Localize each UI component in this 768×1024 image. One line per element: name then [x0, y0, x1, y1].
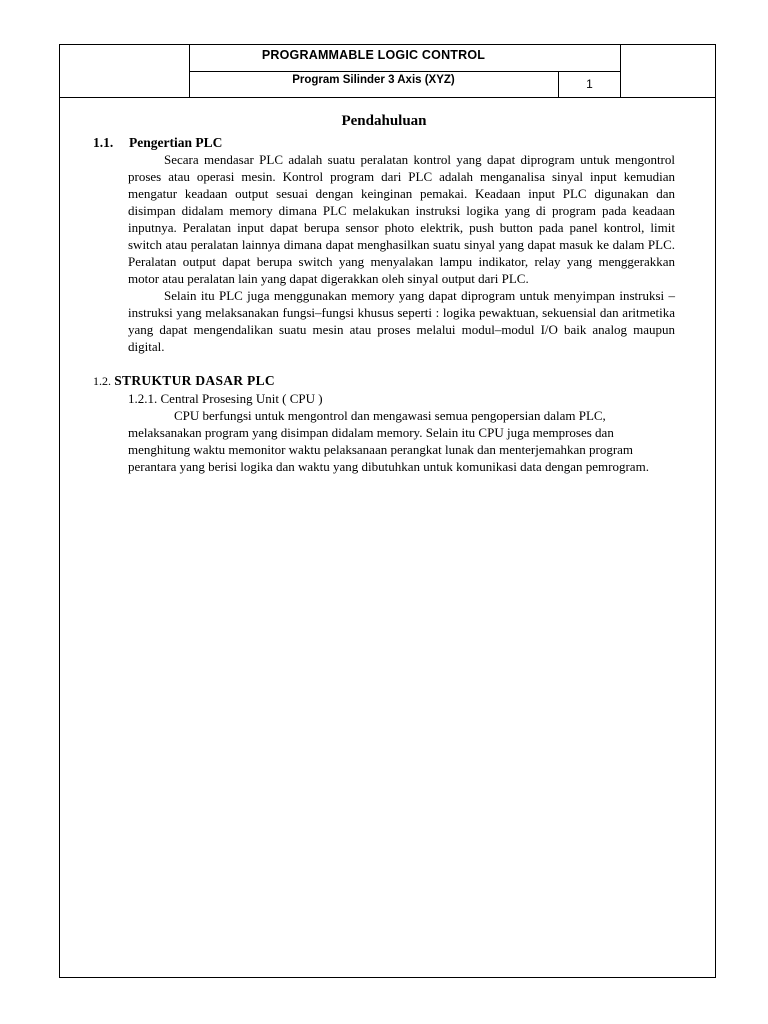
paragraph-text: CPU berfungsi untuk mengontrol dan mengawasi semua pengopersian dalam PLC, melaksanakan program yang disimpan didalam memory. Selain itu CPU juga memproses dan menghitung waktu memonitor waktu pelaksanaan perangkat lunak dan menterjemahkan program perantara yang berisi logika dan waktu yang dibutuhkan untuk komunikasi data dengan pemrogram.	[128, 408, 649, 474]
document-body	[93, 112, 675, 475]
section-title: STRUKTUR DASAR PLC	[114, 373, 275, 388]
section-title: Pengertian PLC	[129, 135, 223, 150]
paragraph	[128, 151, 675, 287]
paragraph-text: Selain itu PLC juga menggunakan memory yang dapat diprogram untuk menyimpan instruksi – instruksi yang melaksanakan fungsi–fungsi khusus seperti : logika pewaktuan, sekuensial dan aritmetika yang dapat mengendalikan suatu mesin atau proses melalui modul–modul I/O baik analog maupun digital.	[128, 288, 675, 354]
subsection-title: Central Prosesing Unit ( CPU )	[160, 391, 323, 406]
subsection-number: 1.2.1.	[128, 391, 158, 406]
section-heading	[93, 372, 675, 390]
page-number: 1	[586, 77, 593, 91]
header-divider	[620, 45, 621, 97]
paragraph-text: Secara mendasar PLC adalah suatu peralatan kontrol yang dapat diprogram untuk mengontrol proses atau operasi mesin. Kontrol program dari PLC adalah menganalisa sinyal input kemudian mengatur keadaan output sesuai dengan keinginan pemakai. Keadaan input PLC digunakan dan disimpan didalam memory dimana PLC melakukan instruksi logika yang di program pada keadaan inputnya. Peralatan input dapat berupa sensor photo elektrik, push button pada panel kontrol, limit switch atau peralatan lainnya dimana dapat menghasilkan suatu sinyal yang dapat masuk ke dalam PLC. Peralatan output dapat berupa switch yang menyalakan lampu indikator, relay yang menggerakkan motor atau peralatan lain yang dapat digerakkan oleh sinyal output dari PLC.	[128, 152, 675, 286]
section-heading	[93, 134, 675, 151]
document-header	[60, 45, 715, 98]
header-title: PROGRAMMABLE LOGIC CONTROL	[261, 48, 486, 62]
paragraph	[128, 287, 675, 355]
section-number: 1.2.	[93, 374, 111, 388]
page-heading: Pendahuluan	[341, 113, 427, 129]
subsection-heading	[128, 390, 675, 407]
section-number: 1.1.	[93, 135, 114, 150]
header-subtitle: Program Silinder 3 Axis (XYZ)	[292, 74, 455, 86]
paragraph	[128, 407, 673, 475]
